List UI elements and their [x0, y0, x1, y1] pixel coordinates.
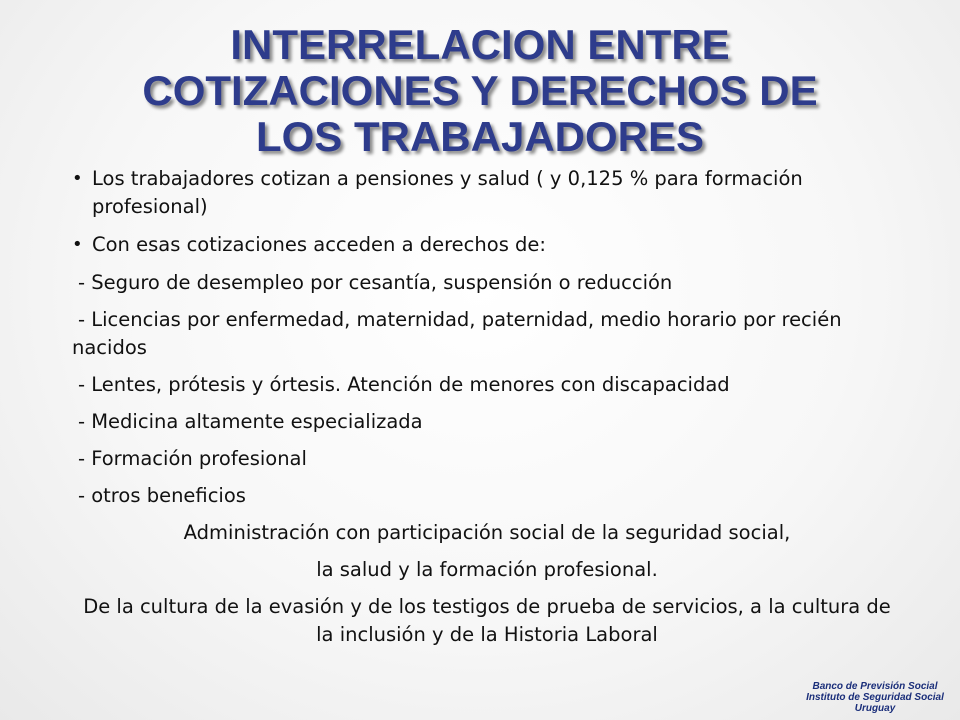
right-item: - Lentes, prótesis y órtesis. Atención de menores con discapacidad: [78, 373, 730, 396]
title-line-2: COTIZACIONES Y DERECHOS DE: [142, 67, 818, 114]
slide-title: [60, 22, 900, 160]
logo-line-2: Instituto de Seguridad Social: [806, 692, 944, 703]
right-item: - Formación profesional: [78, 447, 307, 470]
slide-body: [72, 165, 902, 649]
right-item: - Licencias por enfermedad, maternidad, paternidad, medio horario por recién nacidos: [72, 308, 842, 359]
bullet-dot-icon: •: [72, 234, 83, 255]
right-item: - otros beneficios: [78, 484, 246, 507]
logo-line-1: Banco de Previsión Social: [812, 681, 938, 692]
title-line-1: INTERRELACION ENTRE: [230, 21, 730, 68]
title-line-3: LOS TRABAJADORES: [255, 113, 705, 160]
right-item: - Medicina altamente especializada: [78, 410, 423, 433]
bullet-dot-icon: •: [72, 168, 83, 189]
bullet-item: [72, 231, 902, 259]
right-item: - Seguro de desempleo por cesantía, suspensión o reducción: [78, 271, 673, 294]
bullet-text: Los trabajadores cotizan a pensiones y salud ( y 0,125 % para formación profesional): [92, 167, 803, 218]
closing-line-3: De la cultura de la evasión y de los testigos de prueba de servicios, a la cultura de la inclusión y de la Historia Laboral: [83, 595, 891, 646]
bullet-item: [72, 165, 902, 221]
closing-line-2: la salud y la formación profesional.: [316, 558, 658, 581]
logo-line-3: Uruguay: [854, 703, 896, 714]
organization-logo: [800, 681, 950, 714]
bullet-text: Con esas cotizaciones acceden a derechos de:: [92, 233, 546, 256]
closing-line-1: Administración con participación social de la seguridad social,: [183, 521, 791, 544]
